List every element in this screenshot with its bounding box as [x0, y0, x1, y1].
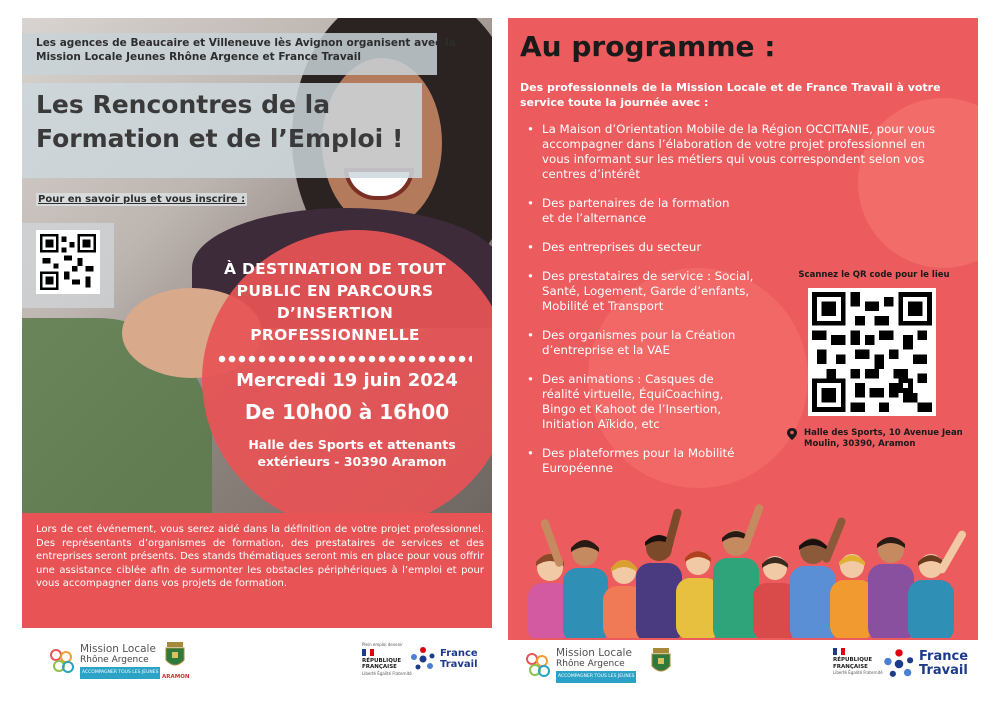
right-flyer — [508, 18, 978, 688]
republique-francaise-logo — [833, 648, 883, 677]
france-travail-dots-icon — [883, 648, 915, 680]
location-address: Halle des Sports, 10 Avenue Jean Moulin, 30390, Aramon — [804, 428, 963, 449]
mission-locale-name: Mission Locale — [80, 643, 156, 655]
left-flyer — [22, 18, 492, 688]
dotted-divider — [217, 354, 472, 364]
event-hours: De 10h00 à 16h00 — [244, 400, 450, 424]
scan-qr-label: Scannez le QR code pour le lieu — [798, 270, 950, 280]
partner-logos-right — [508, 640, 978, 688]
event-title: Les Rencontres de la Formation et de l’Emploi ! — [36, 90, 404, 153]
crowd-person — [908, 529, 967, 638]
program-item: • Des plateformes pour la Mobilité Européenne — [522, 446, 757, 476]
rf-line1: RÉPUBLIQUE — [362, 657, 402, 664]
mission-locale-rings-icon — [50, 649, 76, 675]
aramon-label: ARAMON — [162, 674, 190, 680]
republique-francaise-logo — [362, 642, 412, 677]
rf-motto: Liberté Égalité Fraternité — [362, 670, 412, 676]
rf-top-text: Plein emploi devenir — [362, 642, 403, 647]
mission-locale-logo — [526, 648, 636, 683]
event-date: Mercredi 19 juin 2024 — [236, 370, 458, 391]
program-title: Au programme : — [520, 30, 776, 63]
france-travail-line1: France — [440, 648, 478, 659]
crowd-illustration — [508, 498, 978, 638]
rf-line2: FRANÇAISE — [833, 663, 868, 670]
rf-line2: FRANÇAISE — [362, 664, 397, 670]
rf-line1: RÉPUBLIQUE — [833, 657, 873, 663]
program-item: • Des animations : Casques de réalité virtuelle, ÉquiCoaching, Bingo et Kahoot de l’Insertion, Initiation Aïkido, etc — [522, 372, 752, 432]
france-travail-logo — [883, 648, 968, 680]
location-pin-icon — [787, 428, 797, 440]
france-travail-line2: Travail — [919, 663, 968, 678]
france-travail-dots-icon — [410, 646, 436, 672]
france-travail-logo — [410, 646, 478, 672]
mission-locale-name: Mission Locale — [556, 647, 632, 659]
program-item: • Des prestataires de service : Social, Santé, Logement, Garde d’enfants, Mobilité et Transport — [522, 269, 757, 314]
crowd-person — [830, 554, 874, 638]
qr-code-icon — [812, 292, 932, 412]
mission-locale-region: Rhône Argence — [556, 659, 625, 669]
mission-locale-tagline: ACCOMPAGNER TOUS LES JEUNES — [556, 671, 636, 683]
france-travail-line1: France — [919, 649, 969, 664]
mission-locale-tagline: ACCOMPAGNER TOUS LES JEUNES — [80, 667, 160, 679]
event-description: Lors de cet événement, vous serez aidé dans la définition de votre projet professionnel. Des représentants d’organismes de formation, des prestataires de services et des entreprises seront présents. Des stands thématiques seront mis en place pour vous offrir une assistance ciblée afin de surmonter les obstacles périphériques à l’emploi et pour vous accompagner dans vos projets de formation. — [36, 524, 484, 589]
program-item: • La Maison d’Orientation Mobile de la Région OCCITANIE, pour vous accompagner dans l’élaboration de votre projet professionnel en vous informant sur les métiers qui vous correspondent selon vos centres d’intérêt — [522, 122, 942, 182]
program-item: • Des partenaires de la formation et de l’alternance — [522, 196, 742, 226]
program-subtitle: Des professionnels de la Mission Locale et de France Travail à votre service toute la journée avec : — [520, 81, 941, 109]
aramon-crest-icon — [164, 642, 186, 672]
program-item: • Des entreprises du secteur — [522, 240, 782, 255]
qr-code-icon — [40, 234, 96, 290]
rf-motto: Liberté Égalité Fraternité — [833, 670, 883, 675]
french-flag-icon — [362, 649, 374, 656]
mission-locale-logo — [50, 644, 160, 679]
partner-logos-left — [22, 630, 492, 688]
register-qr-code[interactable] — [36, 230, 100, 294]
mission-locale-rings-icon — [526, 653, 552, 679]
mission-locale-region: Rhône Argence — [80, 655, 149, 665]
event-venue: Halle des Sports et attenants extérieurs - 30390 Aramon — [248, 437, 456, 469]
program-item: • Des organismes pour la Création d’entreprise et la VAE — [522, 328, 757, 358]
intro-text: Les agences de Beaucaire et Villeneuve lès Avignon organisent avec la Mission Locale Jeunes Rhône Argence et France Travail — [36, 37, 456, 63]
france-travail-line2: Travail — [440, 659, 478, 670]
register-link[interactable]: Pour en savoir plus et vous inscrire : — [38, 194, 246, 205]
crowd-person — [868, 537, 914, 638]
aramon-crest-icon — [650, 648, 672, 678]
location-qr-code[interactable] — [808, 288, 936, 416]
crowd-person — [636, 508, 682, 638]
french-flag-icon — [833, 648, 845, 655]
audience-text: À DESTINATION DE TOUT PUBLIC EN PARCOURS D’INSERTION PROFESSIONNELLE — [223, 260, 447, 344]
